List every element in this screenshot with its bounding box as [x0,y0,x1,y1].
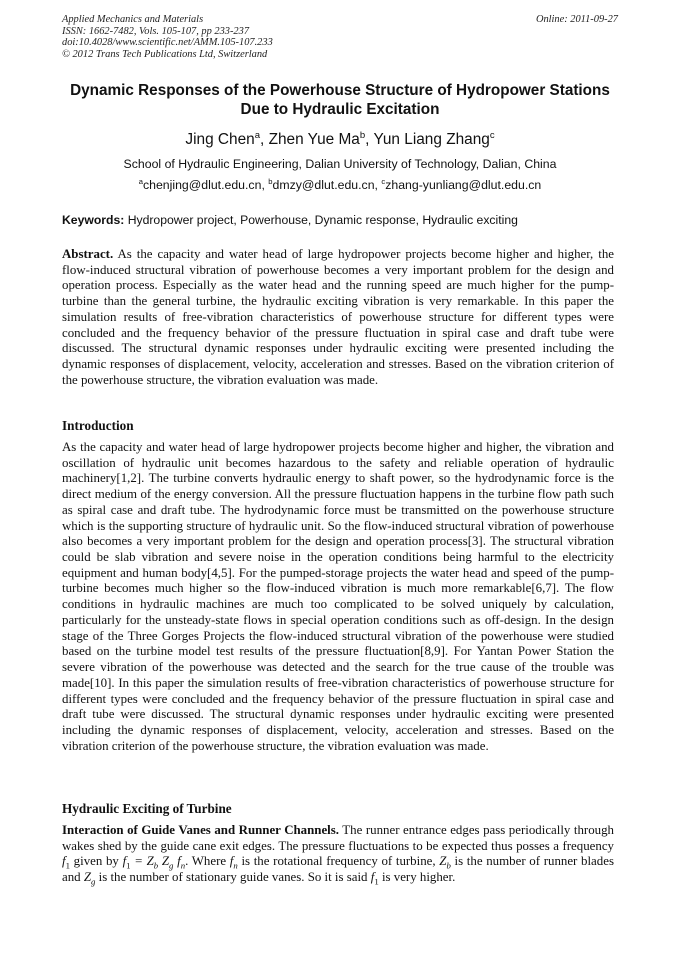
guide-vane-paragraph [62,823,614,886]
online-date: Online: 2011-09-27 [535,14,618,25]
paragraph-text: . Where [185,854,230,869]
author-name: Jing Chen [185,131,255,148]
paragraph-text: is the number of stationary guide vanes. So it is said [95,870,371,885]
abstract [62,247,614,388]
email-address[interactable]: dmzy@dlut.edu.cn [272,178,375,192]
paragraph-text: is very higher. [378,870,456,885]
journal-name: Applied Mechanics and Materials [62,14,204,25]
copyright-line: © 2012 Trans Tech Publications Ltd, Switzerland [62,48,268,60]
email-address[interactable]: chenjing@dlut.edu.cn [142,178,262,192]
keywords [62,213,618,228]
author-mark: a [254,129,261,141]
running-header [62,14,618,60]
subsection-heading: Interaction of Guide Vanes and Runner Channels. [62,823,339,837]
abstract-label: Abstract. [62,247,114,261]
email-mark: b [268,176,273,186]
introduction-body: As the capacity and water head of large hydropower projects become higher and higher, the vibration and oscillation of hydraulic unit becomes hazardous to the safety and reliable operation of hydraulic machinery[1,2]. The turbine converts hydraulic energy to shaft power, so the hydrodynamic force is the direct medium of the energy conversion. All the pressure fluctuation happens in the turbine flow path such as spiral case and draft tube. The hydrodynamic force must be transmitted on the powerhouse structure which is the supporting structure of hydraulic unit. So the flow-induced structural vibration of powerhouse also becomes a very important problem for the design and operation process[3]. The structural vibration could be slab vibration and severe noise in the operation conditions being harmful to the electricity equipment and human body[4,5]. For the pumped-storage projects the water head and speed of the pump-turbine becomes much higher so the flow-induced vibration is much more remarkable[6,7]. The flow conditions in hydraulic machines are much too complicated to be solved uniquely by calculation, particularly for the unsteady-state flows in special operation conditions such as off-design. In the design stage of the Three Gorges Projects the flow-induced structural vibration of the powerhouse were studied based on the turbine model test results of the pressure fluctuation[8,9]. For Yantan Power Station the severe vibration of the powerhouse was detected and the search for the true cause of the trouble was made[10]. In this paper the simulation results of free-vibration characteristics of powerhouse structure for different types were concluded and the frequency behavior of the pressure fluctuation in spiral case and draft tube were discussed. The structural dynamic responses under hydraulic exciting were presented including the dynamic responses of displacement, velocity, acceleration and stresses. Based on the vibration criterion of the powerhouse structure, the vibration evaluation was made. [62,440,614,753]
symbol-f1: $f_1$ [370,870,379,887]
paper-title: Dynamic Responses of the Powerhouse Structure of Hydropower Stations Due to Hydraulic Excitation [70,82,610,118]
email-address[interactable]: zhang-yunliang@dlut.edu.cn [385,178,542,192]
affiliation: School of Hydraulic Engineering, Dalian University of Technology, Dalian, China [123,157,557,171]
paragraph-text: is the rotational frequency of turbine, [237,854,440,869]
author-name: Yun Liang Zhang [373,131,490,148]
author-name: Zhen Yue Ma [268,131,360,148]
section-heading-hydraulic-exciting: Hydraulic Exciting of Turbine [62,801,232,816]
paragraph-text: is the number of runner blades and [62,854,614,885]
abstract-text: As the capacity and water head of large hydropower projects become higher and higher, the flow-induced structural vibration of powerhouse becomes a very important problem for the design and operation process. Especially as the water head and the running speed are much higher for the pump-turbine than the general turbine, the hydraulic exciting vibration is very remarkable. In this paper the simulation results of free-vibration characteristics of powerhouse structure for different types were concluded and the frequency behavior of the pressure fluctuation in spiral case and draft tube were discussed. The structural dynamic responses under hydraulic exciting were presented including the dynamic responses of displacement, velocity, acceleration and stresses. Based on the vibration criterion of the powerhouse structure, the vibration evaluation was made. [62,247,614,387]
symbol-zg: $Z_g$ [83,870,96,887]
symbol-fn: $f_n$ [229,854,238,872]
symbol-zb: $Z_b$ [439,854,451,872]
symbol-f1: $f_1$ [62,854,70,872]
paragraph-text: The runner entrance edges pass periodically through wakes shed by the guide cane exit edges. The pressure fluctuations to be expected thus posses a frequency [62,823,614,853]
author-mark: b [359,129,366,141]
introduction-heading: Introduction [62,418,134,433]
doi-line[interactable]: doi:10.4028/www.scientific.net/AMM.105-107.233 [62,37,273,49]
paragraph-text: given by [69,854,123,869]
email-mark: a [138,176,143,186]
email-mark: c [381,176,386,186]
equation-f1: $f_1 = Z_b$ $Z_g$ $f_n$ [122,854,186,872]
author-mark: c [489,129,495,141]
issn-line: ISSN: 1662-7482, Vols. 105-107, pp 233-237 [62,25,250,37]
author-list: Jing Chen$^a$, Zhen Yue Ma$^b$, Yun Liang Zhang$^c$ [185,129,495,148]
keywords-label: Keywords: [62,213,125,227]
email-list: $^a$chenjing@dlut.edu.cn, $^b$dmzy@dlut.edu.cn, $^c$zhang-yunliang@dlut.edu.cn [138,176,542,192]
keywords-text: Hydropower project, Powerhouse, Dynamic response, Hydraulic exciting [124,213,518,227]
